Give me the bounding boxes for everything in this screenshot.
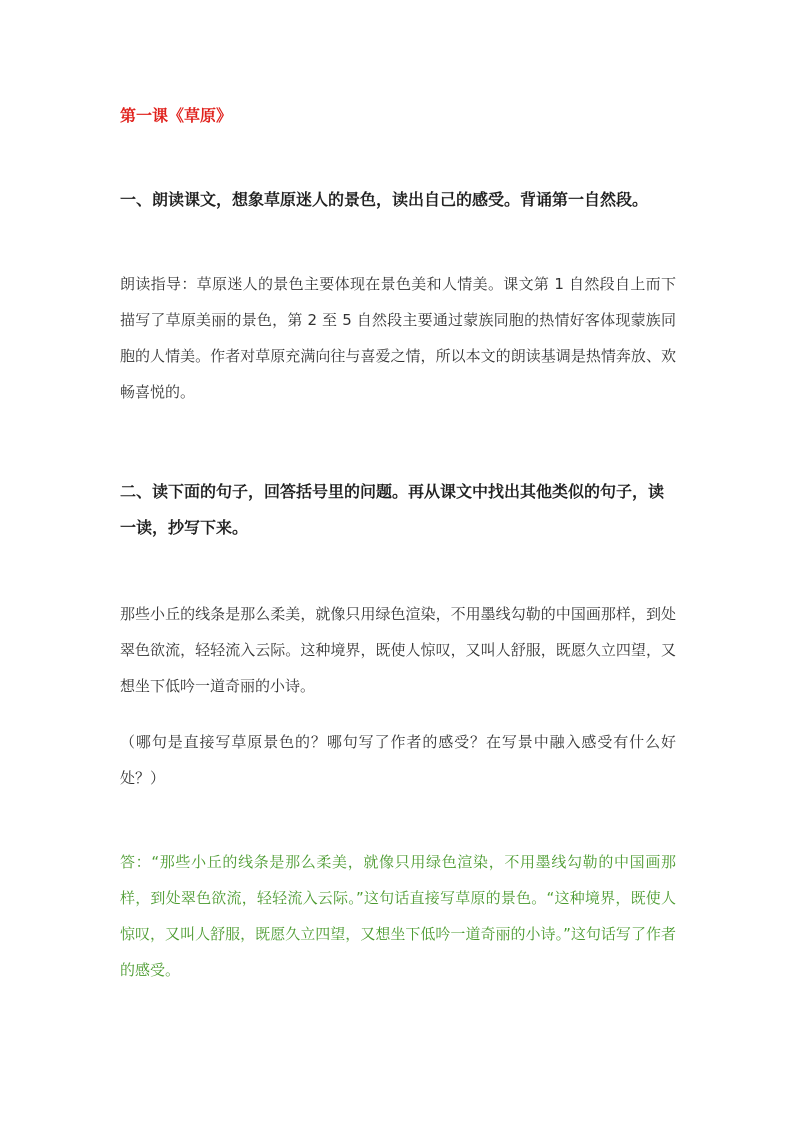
reading-guide-paragraph: 朗读指导：草原迷人的景色主要体现在景色美和人情美。课文第 1 自然段自上而下描写了草原美丽的景色，第 2 至 5 自然段主要通过蒙族同胞的热情好客体现蒙族同胞的人情美。作者对草原充满向往与喜爱之情，所以本文的朗读基调是热情奔放、欢畅喜悦的。 [120, 275, 676, 401]
section-1-heading: 一、朗读课文，想象草原迷人的景色，读出自己的感受。背诵第一自然段。 [120, 190, 649, 209]
quoted-passage: 那些小丘的线条是那么柔美，就像只用绿色渲染，不用墨线勾勒的中国画那样，到处翠色欲流，轻轻流入云际。这种境界，既使人惊叹，又叫人舒服，既愿久立四望，又想坐下低吟一道奇丽的小诗。 [120, 605, 676, 695]
lesson-title: 第一课《草原》 [120, 106, 233, 125]
section-2-heading: 二、读下面的句子，回答括号里的问题。再从课文中找出其他类似的句子，读一读，抄写下来。 [120, 482, 665, 537]
answer-text: 答：“那些小丘的线条是那么柔美，就像只用绿色渲染，不用墨线勾勒的中国画那样，到处翠色欲流，轻轻流入云际。”这句话直接写草原的景色。“这种境界，既使人惊叹，又叫人舒服，既愿久立四望，又想坐下低吟一道奇丽的小诗。”这句话写了作者的感受。 [120, 853, 676, 979]
question-text: （哪句是直接写草原景色的？哪句写了作者的感受？在写景中融入感受有什么好处？） [120, 733, 676, 787]
